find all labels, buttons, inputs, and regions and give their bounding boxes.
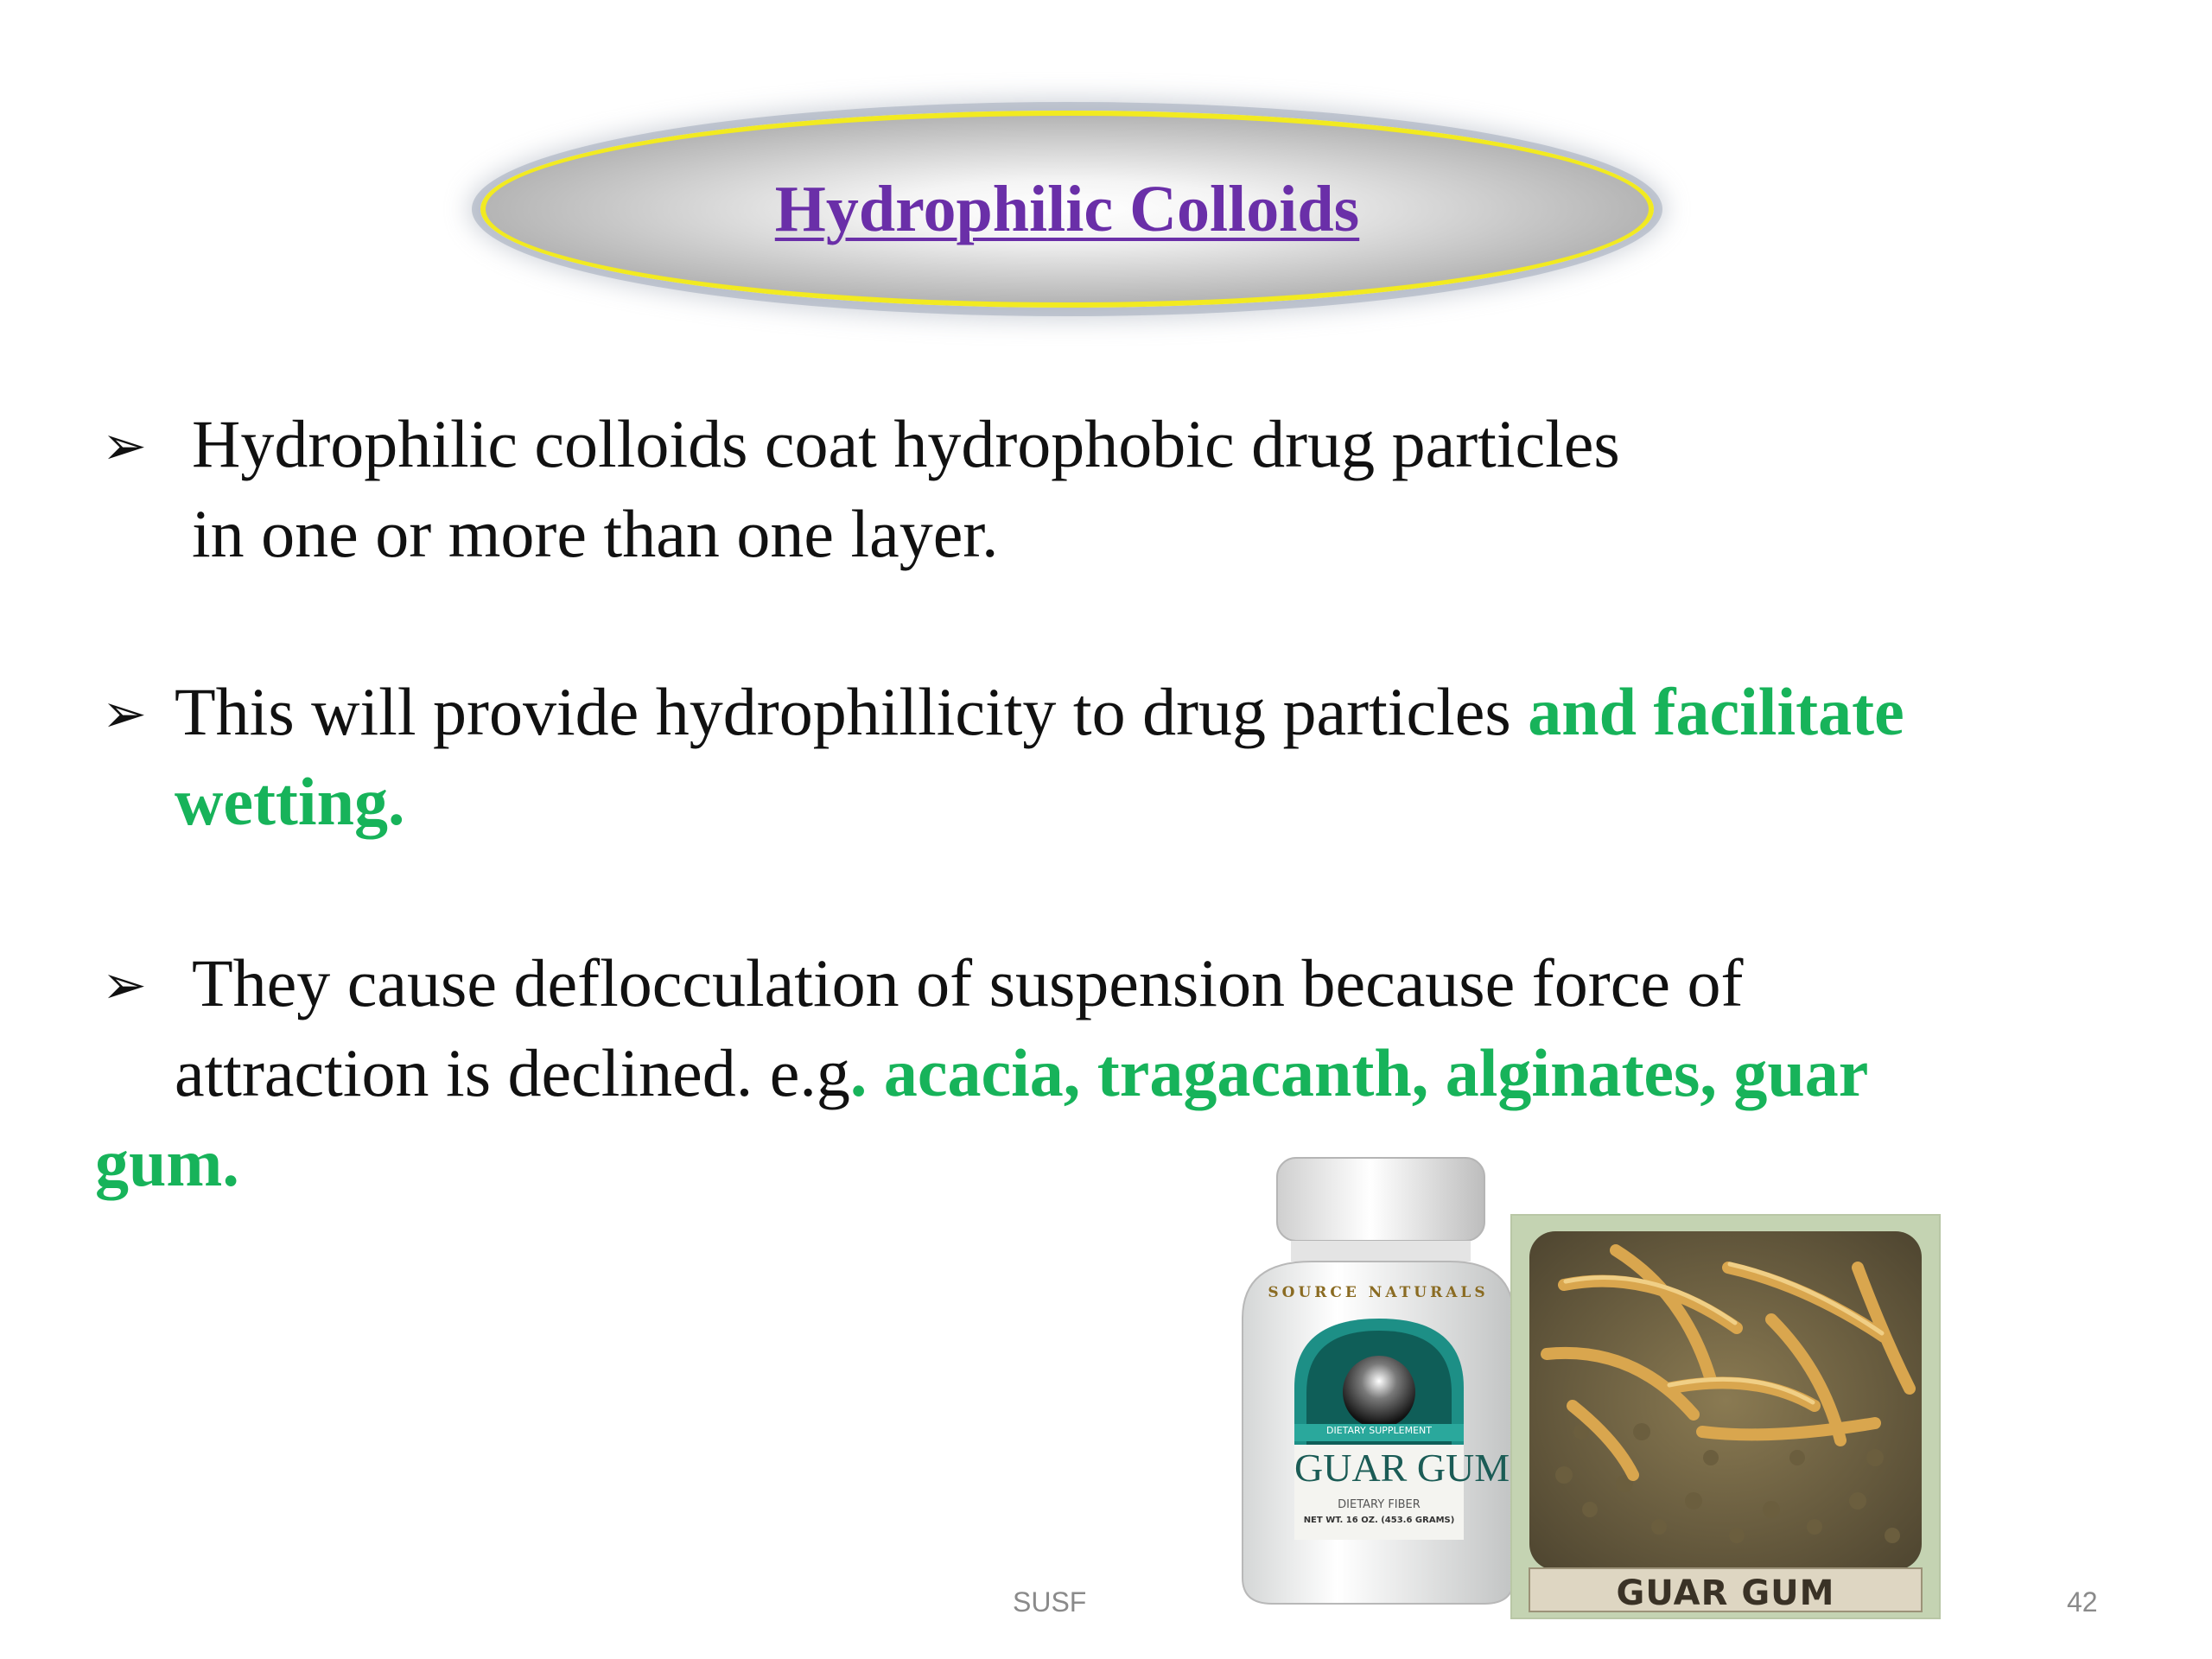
bottle-subtitle: DIETARY FIBER <box>1338 1498 1421 1511</box>
bullet-arrow-icon: ➢ <box>102 414 147 477</box>
beans-illustration <box>1512 1216 1939 1618</box>
guar-beans-image <box>1510 1214 1941 1619</box>
bullet-3-highlight: . acacia, tragacanth, alginates, guar <box>849 1035 1869 1110</box>
bullet-3 <box>102 938 147 1030</box>
slide-title: Hydrophilic Colloids <box>774 172 1360 245</box>
bullet-arrow-icon: ➢ <box>102 953 147 1016</box>
bullet-2-line-1 <box>175 667 1904 757</box>
bullet-2-highlight: and facilitate <box>1528 674 1904 749</box>
bottle-net-weight: NET WT. 16 OZ. (453.6 GRAMS) <box>1303 1516 1455 1525</box>
bullet-3-line-1: They cause deflocculation of suspension because force of <box>192 945 1744 1020</box>
bullet-3-line-2 <box>175 1028 1868 1118</box>
bullet-3-text: attraction is declined. e.g <box>175 1035 850 1110</box>
footer-text: SUSF <box>1013 1586 1087 1618</box>
bullet-2 <box>102 667 147 759</box>
guar-gum-bottle-image <box>1208 1146 1548 1624</box>
bullet-1 <box>102 399 147 491</box>
beans-caption: GUAR GUM <box>1616 1573 1835 1613</box>
bullet-2-line-2: wetting. <box>175 764 405 839</box>
bullet-3-line-3: gum. <box>95 1125 239 1200</box>
bullet-2-text: This will provide hydrophillicity to drug particles <box>175 674 1529 749</box>
bottle-supplement-label: DIETARY SUPPLEMENT <box>1326 1425 1432 1436</box>
bottle-brand: SOURCE NATURALS <box>1268 1284 1489 1301</box>
page-number: 42 <box>2067 1586 2098 1618</box>
bullet-arrow-icon: ➢ <box>102 682 147 745</box>
bottle-product-name: GUAR GUM <box>1294 1446 1510 1490</box>
title-oval <box>480 111 1654 308</box>
bottle-illustration <box>1208 1146 1548 1624</box>
bullet-1-line-1: Hydrophilic colloids coat hydrophobic drug particles <box>192 406 1620 481</box>
bullet-1-line-2: in one or more than one layer. <box>192 496 999 571</box>
